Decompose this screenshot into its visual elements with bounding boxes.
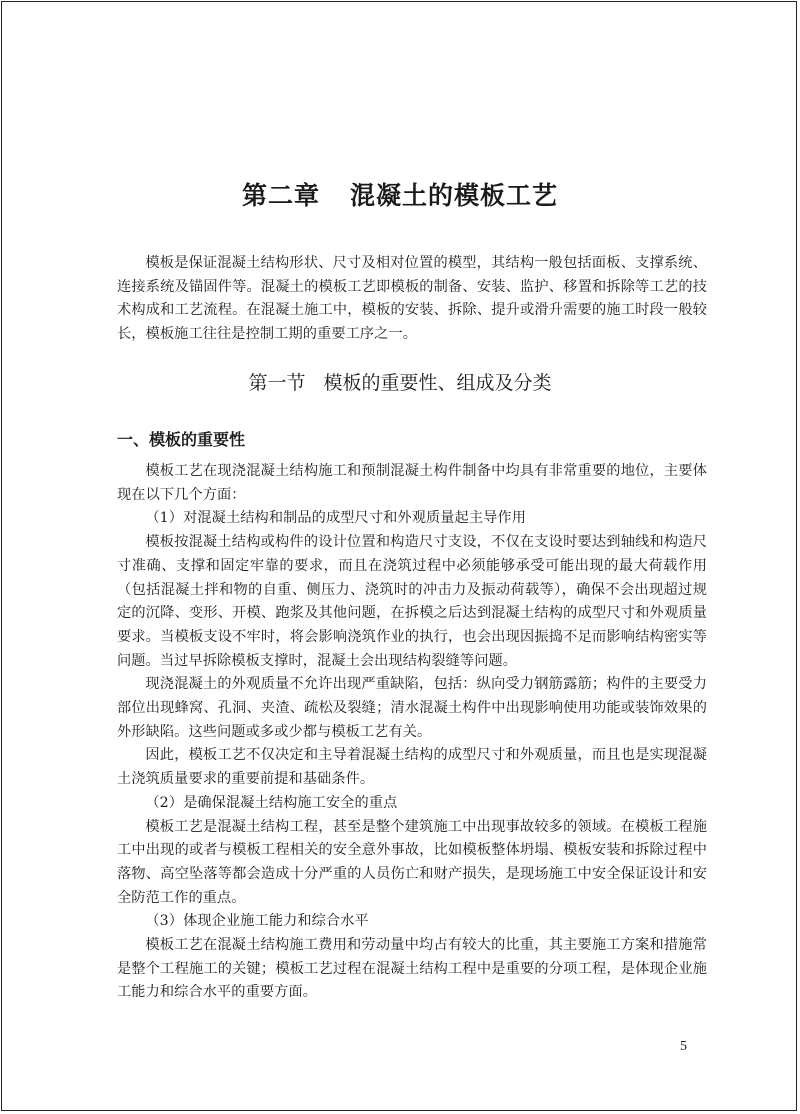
paragraph: 因此，模板工艺不仅决定和主导着混凝土结构的成型尺寸和外观质量，而且也是实现混凝土浇筑质量要求的重要前提和基础条件。: [117, 747, 707, 788]
section-number: 第一节: [248, 372, 306, 394]
body-text: [117, 460, 707, 1005]
chapter-title: [0, 176, 800, 212]
intro-paragraph: 模板是保证混凝土结构形状、尺寸及相对位置的模型，其结构一般包括面板、支撑系统、连接系统及锚固件等。混凝土的模板工艺即模板的制备、安装、监护、移置和拆除等工艺的技术构成和工艺流程。在混凝土施工中，模板的安装、拆除、提升或滑升需要的施工时段一般较长，模板施工往往是控制工期的重要工序之一。: [117, 255, 707, 343]
list-item-heading: （2）是确保混凝土结构施工安全的重点: [145, 794, 398, 811]
list-item-heading: （1）对混凝土结构和制品的成型尺寸和外观质量起主导作用: [145, 510, 526, 527]
subsection-title: 一、模板的重要性: [117, 430, 246, 449]
chapter-name: 混凝土的模板工艺: [350, 181, 559, 210]
paragraph: 模板工艺是混凝土结构工程，甚至是整个建筑施工中出现事故较多的领域。在模板工程施工中出现的或者与模板工程相关的安全意外事故，比如模板整体坍塌、模板安装和拆除过程中落物、高空坠落等都会造成十分严重的人员伤亡和财产损失，是现场施工中安全保证设计和安全防范工作的重点。: [117, 818, 707, 906]
paragraph: 模板工艺在现浇混凝土结构施工和预制混凝土构件制备中均具有非常重要的地位，主要体现在以下几个方面：: [117, 463, 707, 503]
page-number: 5: [680, 1039, 687, 1054]
list-item-heading: （3）体现企业施工能力和综合水平: [145, 913, 369, 930]
paragraph: 模板按混凝土结构或构件的设计位置和构造尺寸支设，不仅在支设时要达到轴线和构造尺寸准确、支撑和固定牢靠的要求，而且在浇筑过程中必须能够承受可能出现的最大荷载作用（包括混凝土拌和物的自重、侧压力、浇筑时的冲击力及振动荷载等），确保不会出现超过规定的沉降、变形、开模、跑浆及其他问题，在拆模之后达到混凝土结构的成型尺寸和外观质量要求。当模板支设不牢时，将会影响浇筑作业的执行，也会出现因振捣不足而影响结构密实等问题。当过早拆除模板支撑时，混凝土会出现结构裂缝等问题。: [117, 534, 707, 669]
paragraph: 现浇混凝土的外观质量不允许出现严重缺陷，包括：纵向受力钢筋露筋；构件的主要受力部位出现蜂窝、孔洞、夹渣、疏松及裂缝；清水混凝土构件中出现影响使用功能或装饰效果的外形缺陷。这些问题或多或少都与模板工艺有关。: [117, 676, 707, 740]
section-name: 模板的重要性、组成及分类: [323, 372, 552, 394]
paragraph: 模板工艺在混凝土结构施工费用和劳动量中均占有较大的比重，其主要施工方案和措施常是整个工程施工的关键；模板工艺过程在混凝土结构工程中是重要的分项工程，是体现企业施工能力和综合水平的重要方面。: [117, 937, 707, 1001]
chapter-number: 第二章: [241, 181, 320, 210]
section-title: [0, 368, 800, 395]
